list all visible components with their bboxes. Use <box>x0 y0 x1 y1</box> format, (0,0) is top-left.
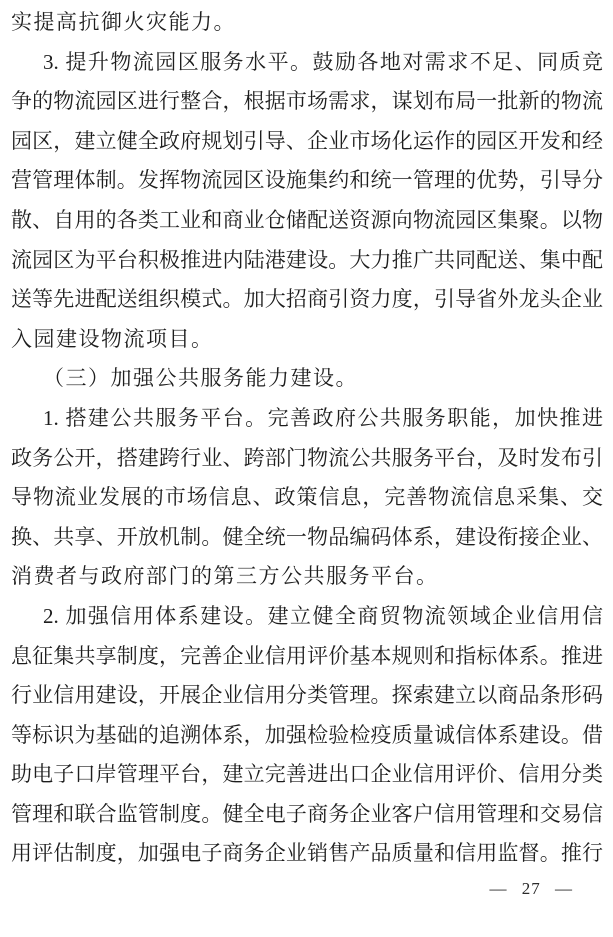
text-line: 实提高抗御火灾能力。 <box>11 10 236 34</box>
section-heading: （三）加强公共服务能力建设。 <box>43 366 358 391</box>
text-line: 流园区为平台积极推进内陆港建设。大力推广共同配送、集中配 <box>11 247 603 272</box>
text-line: 导物流业发展的市场信息、政策信息，完善物流信息采集、交 <box>11 485 603 510</box>
text-line: 用评估制度，加强电子商务企业销售产品质量和信用监督。推行 <box>11 841 603 866</box>
page-number: — 27 — <box>489 879 573 899</box>
text-line: 散、自用的各类工业和商业仓储配送资源向物流园区集聚。以物 <box>11 207 603 232</box>
text-line: 息征集共享制度，完善企业信用评价基本规则和指标体系。推进 <box>11 643 603 668</box>
text-line: 园区，建立健全政府规划引导、企业市场化运作的园区开发和经 <box>11 128 603 153</box>
text-line: 送等先进配送组织模式。加大招商引资力度，引导省外龙头企业 <box>11 287 603 312</box>
text-line: 管理和联合监管制度。健全电子商务企业客户信用管理和交易信 <box>11 801 603 826</box>
text-line: 营管理体制。发挥物流园区设施集约和统一管理的优势，引导分 <box>11 168 603 193</box>
text-line: 行业信用建设，开展企业信用分类管理。探索建立以商品条形码 <box>11 683 603 708</box>
text-line: 助电子口岸管理平台，建立完善进出口企业信用评价、信用分类 <box>11 762 603 787</box>
text-line: 等标识为基础的追溯体系，加强检验检疫质量诚信体系建设。借 <box>11 722 603 747</box>
text-line: 2. 加强信用体系建设。建立健全商贸物流领域企业信用信 <box>43 603 603 628</box>
text-line: 换、共享、开放机制。健全统一物品编码体系，建设衔接企业、 <box>11 524 603 549</box>
text-line: 政务公开，搭建跨行业、跨部门物流公共服务平台，及时发布引 <box>11 445 603 470</box>
text-line: 争的物流园区进行整合，根据市场需求，谋划布局一批新的物流 <box>11 89 603 114</box>
text-line: 1. 搭建公共服务平台。完善政府公共服务职能，加快推进 <box>43 405 603 430</box>
text-line: 消费者与政府部门的第三方公共服务平台。 <box>11 564 439 589</box>
text-line: 3. 提升物流园区服务水平。鼓励各地对需求不足、同质竞 <box>43 49 603 74</box>
text-line: 入园建设物流项目。 <box>11 326 214 351</box>
